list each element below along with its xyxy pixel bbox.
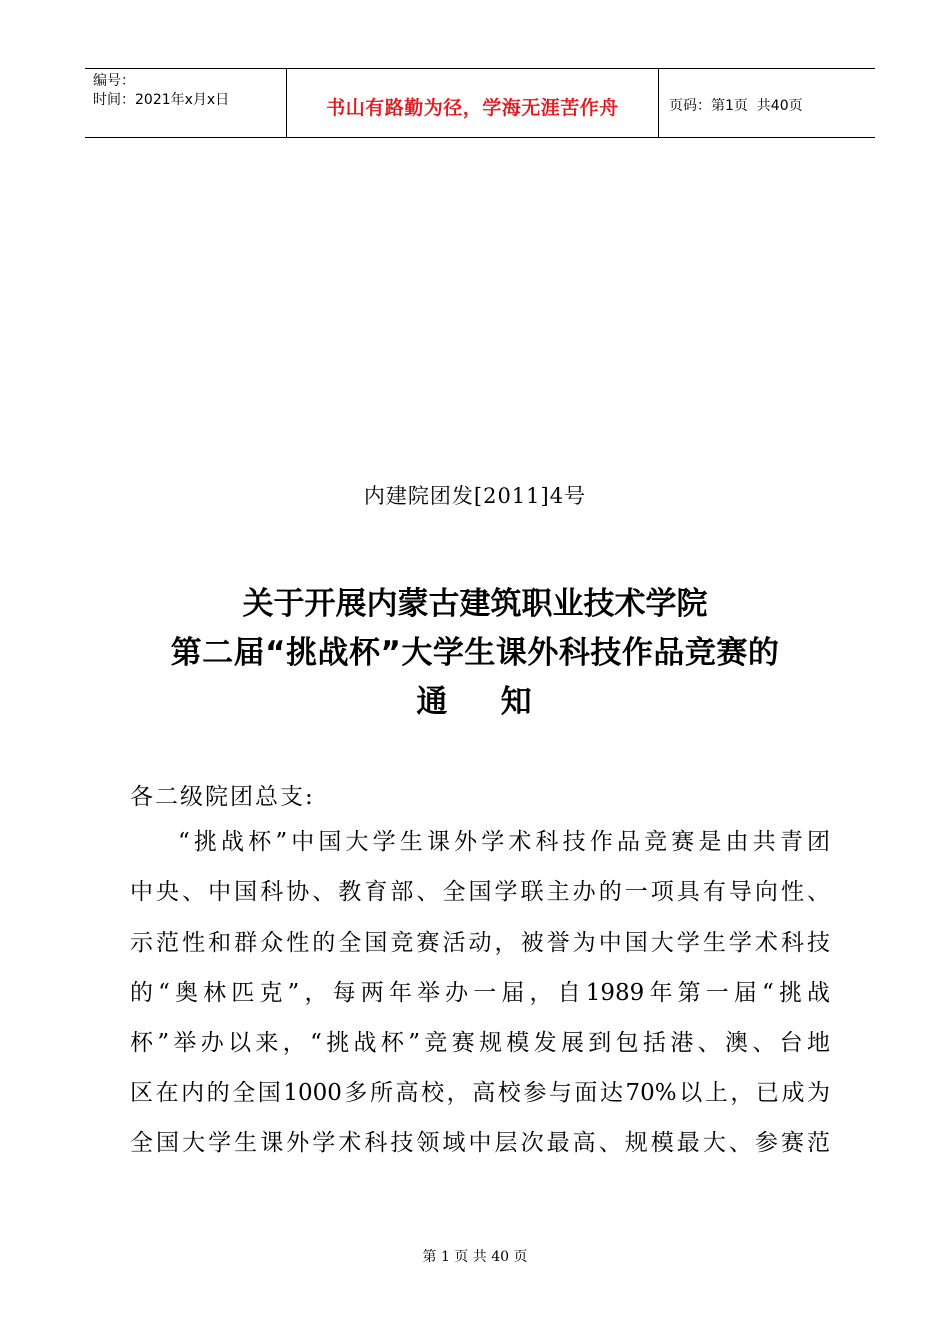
title-line-3: 通 知 (416, 684, 534, 720)
body-line: 区在内的全国1000多所高校，高校参与面达70%以上，已成为 (130, 1080, 830, 1106)
header-page-cell (659, 69, 875, 137)
motto-text: 书山有路勤为径，学海无涯苦作舟 (326, 96, 619, 119)
header-motto-cell (287, 69, 659, 137)
body-line: 杯”举办以来，“挑战杯”竞赛规模发展到包括港、澳、台地 (130, 1030, 830, 1056)
title-line-1: 关于开展内蒙古建筑职业技术学院 (242, 586, 708, 622)
body-line: 全国大学生课外学术科技领域中层次最高、规模最大、参赛范 (130, 1130, 830, 1156)
header-meta-cell (85, 69, 287, 137)
body-line: 示范性和群众性的全国竞赛活动，被誉为中国大学生学术科技 (130, 930, 830, 956)
time-label: 时间：2021年x月x日 (93, 92, 230, 108)
document-header (85, 68, 875, 138)
document-number: 内建院团发[2011]4号 (363, 484, 587, 508)
title-line-2: 第二届“挑战杯”大学生课外科技作品竞赛的 (170, 635, 780, 671)
page-label: 页码：第1页 共40页 (669, 98, 803, 114)
body-line: “挑战杯”中国大学生课外学术科技作品竞赛是由共青团 (178, 829, 830, 855)
number-label: 编号： (93, 73, 135, 89)
page-footer: 第 1 页 共 40 页 (422, 1249, 528, 1265)
body-line: 中央、中国科协、教育部、全国学联主办的一项具有导向性、 (130, 879, 830, 905)
body-line: 的“奥林匹克”，每两年举办一届，自1989年第一届“挑战 (130, 980, 830, 1006)
salutation: 各二级院团总支: (130, 784, 315, 810)
